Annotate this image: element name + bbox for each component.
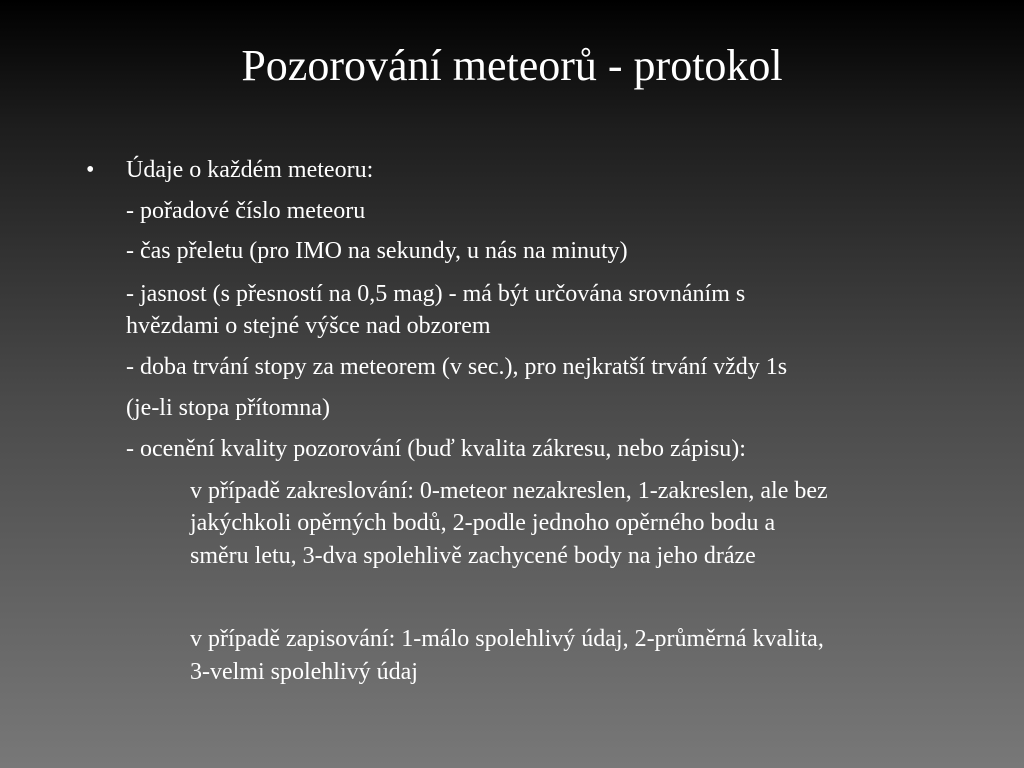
sub-detail-line: směru letu, 3-dva spolehlivě zachycené body na jeho dráze — [190, 543, 756, 569]
detail-line: - ocenění kvality pozorování (buď kvalita zákresu, nebo zápisu): — [126, 436, 746, 462]
sub-detail-line: 3-velmi spolehlivý údaj — [190, 659, 418, 685]
slide-title: Pozorování meteorů - protokol — [241, 41, 783, 90]
detail-line: (je-li stopa přítomna) — [126, 395, 330, 421]
detail-line: hvězdami o stejné výšce nad obzorem — [126, 313, 491, 339]
sub-detail-line: jakýchkoli opěrných bodů, 2-podle jednoho opěrného bodu a — [190, 510, 776, 536]
detail-line: - doba trvání stopy za meteorem (v sec.), pro nejkratší trvání vždy 1s — [126, 354, 788, 380]
detail-line: - čas přeletu (pro IMO na sekundy, u nás na minuty) — [126, 238, 628, 264]
detail-line: - pořadové číslo meteoru — [126, 198, 366, 224]
bullet-text: Údaje o každém meteoru: — [126, 157, 374, 183]
sub-detail-line: v případě zapisování: 1-málo spolehlivý údaj, 2-průměrná kvalita, — [190, 626, 824, 652]
bullet-icon: • — [86, 157, 95, 183]
sub-detail-line: v případě zakreslování: 0-meteor nezakreslen, 1-zakreslen, ale bez — [190, 478, 828, 504]
detail-line: - jasnost (s přesností na 0,5 mag) - má být určována srovnáním s — [126, 281, 746, 307]
